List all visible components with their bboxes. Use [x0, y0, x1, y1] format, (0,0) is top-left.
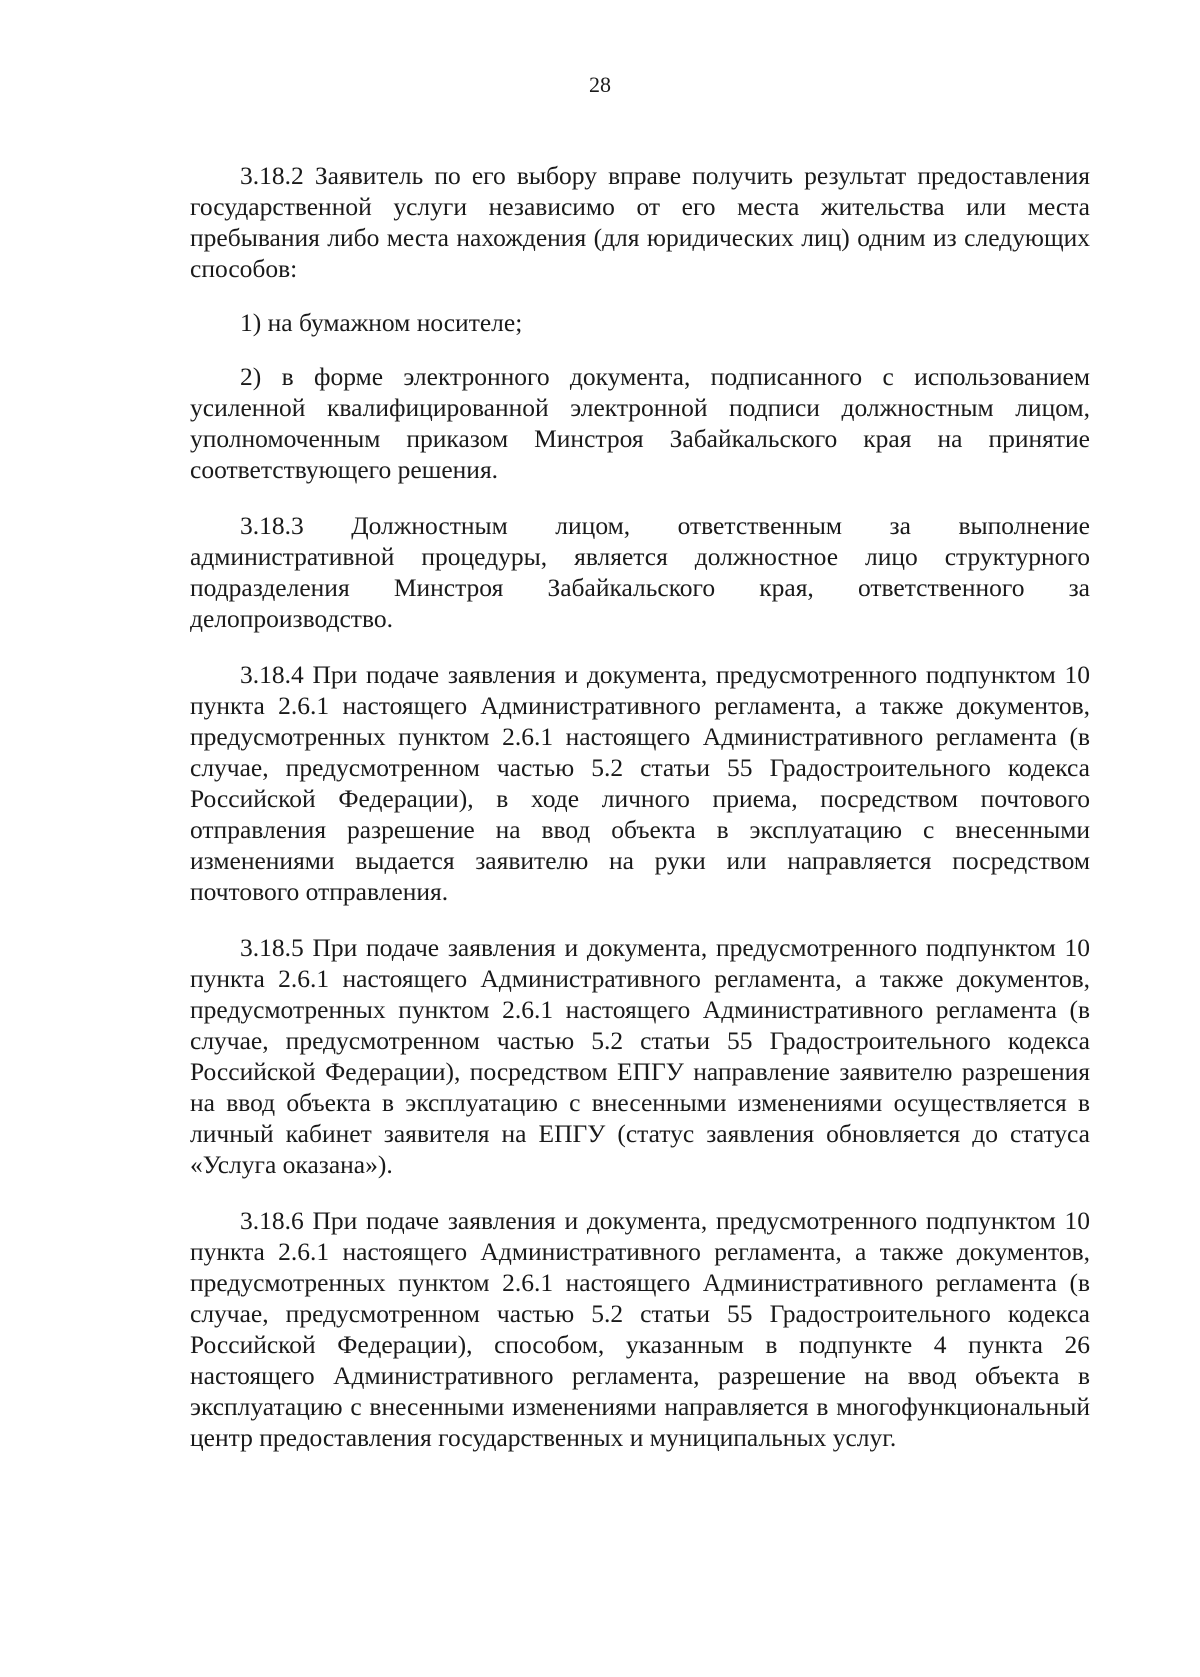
paragraph-spacer: [190, 485, 1090, 510]
page-number: 28: [589, 72, 611, 97]
paragraph-spacer: [190, 634, 1090, 659]
paragraph-3-18-3: 3.18.3 Должностным лицом, ответственным за выполнение административной процедуры, является должностное лицо структурного подразделения Минстроя Забайкальского края, ответственного за делопроизводство.: [190, 511, 1090, 633]
paragraph-option-1: 1) на бумажном носителе;: [240, 308, 523, 337]
paragraph-spacer: [190, 907, 1090, 932]
paragraph-option-2: 2) в форме электронного документа, подписанного с использованием усиленной квалифицированной электронной подписи должностным лицом, уполномоченным приказом Минстроя Забайкальского края на принятие соответствующего решения.: [190, 362, 1090, 484]
document-body: [190, 160, 1090, 1453]
paragraph-3-18-5: 3.18.5 При подаче заявления и документа, предусмотренного подпунктом 10 пункта 2.6.1 настоящего Административного регламента, а также документов, предусмотренных пунктом 2.6.1 настоящего Административного регламента (в случае, предусмотренном частью 5.2 статьи 55 Градостроительного кодекса Российской Федерации), посредством ЕПГУ направление заявителю разрешения на ввод объекта в эксплуатацию с внесенными изменениями осуществляется в личный кабинет заявителя на ЕПГУ (статус заявления обновляется до статуса «Услуга оказана»).: [190, 933, 1090, 1179]
paragraph-3-18-2: 3.18.2 Заявитель по его выбору вправе получить результат предоставления государственной услуги независимо от его места жительства или места пребывания либо места нахождения (для юридических лиц) одним из следующих способов:: [190, 161, 1090, 283]
paragraph-spacer: [190, 338, 1090, 361]
paragraph-spacer: [190, 1180, 1090, 1205]
paragraph-3-18-4: 3.18.4 При подаче заявления и документа, предусмотренного подпунктом 10 пункта 2.6.1 настоящего Административного регламента, а также документов, предусмотренных пунктом 2.6.1 настоящего Административного регламента (в случае, предусмотренном частью 5.2 статьи 55 Градостроительного кодекса Российской Федерации), в ходе личного приема, посредством почтового отправления разрешение на ввод объекта в эксплуатацию с внесенными изменениями выдается заявителю на руки или направляется посредством почтового отправления.: [190, 660, 1090, 906]
paragraph-3-18-6: 3.18.6 При подаче заявления и документа, предусмотренного подпунктом 10 пункта 2.6.1 настоящего Административного регламента, а также документов, предусмотренных пунктом 2.6.1 настоящего Административного регламента (в случае, предусмотренном частью 5.2 статьи 55 Градостроительного кодекса Российской Федерации), способом, указанным в подпункте 4 пункта 26 настоящего Административного регламента, разрешение на ввод объекта в эксплуатацию с внесенными изменениями направляется в многофункциональный центр предоставления государственных и муниципальных услуг.: [190, 1206, 1090, 1452]
paragraph-spacer: [190, 284, 1090, 307]
